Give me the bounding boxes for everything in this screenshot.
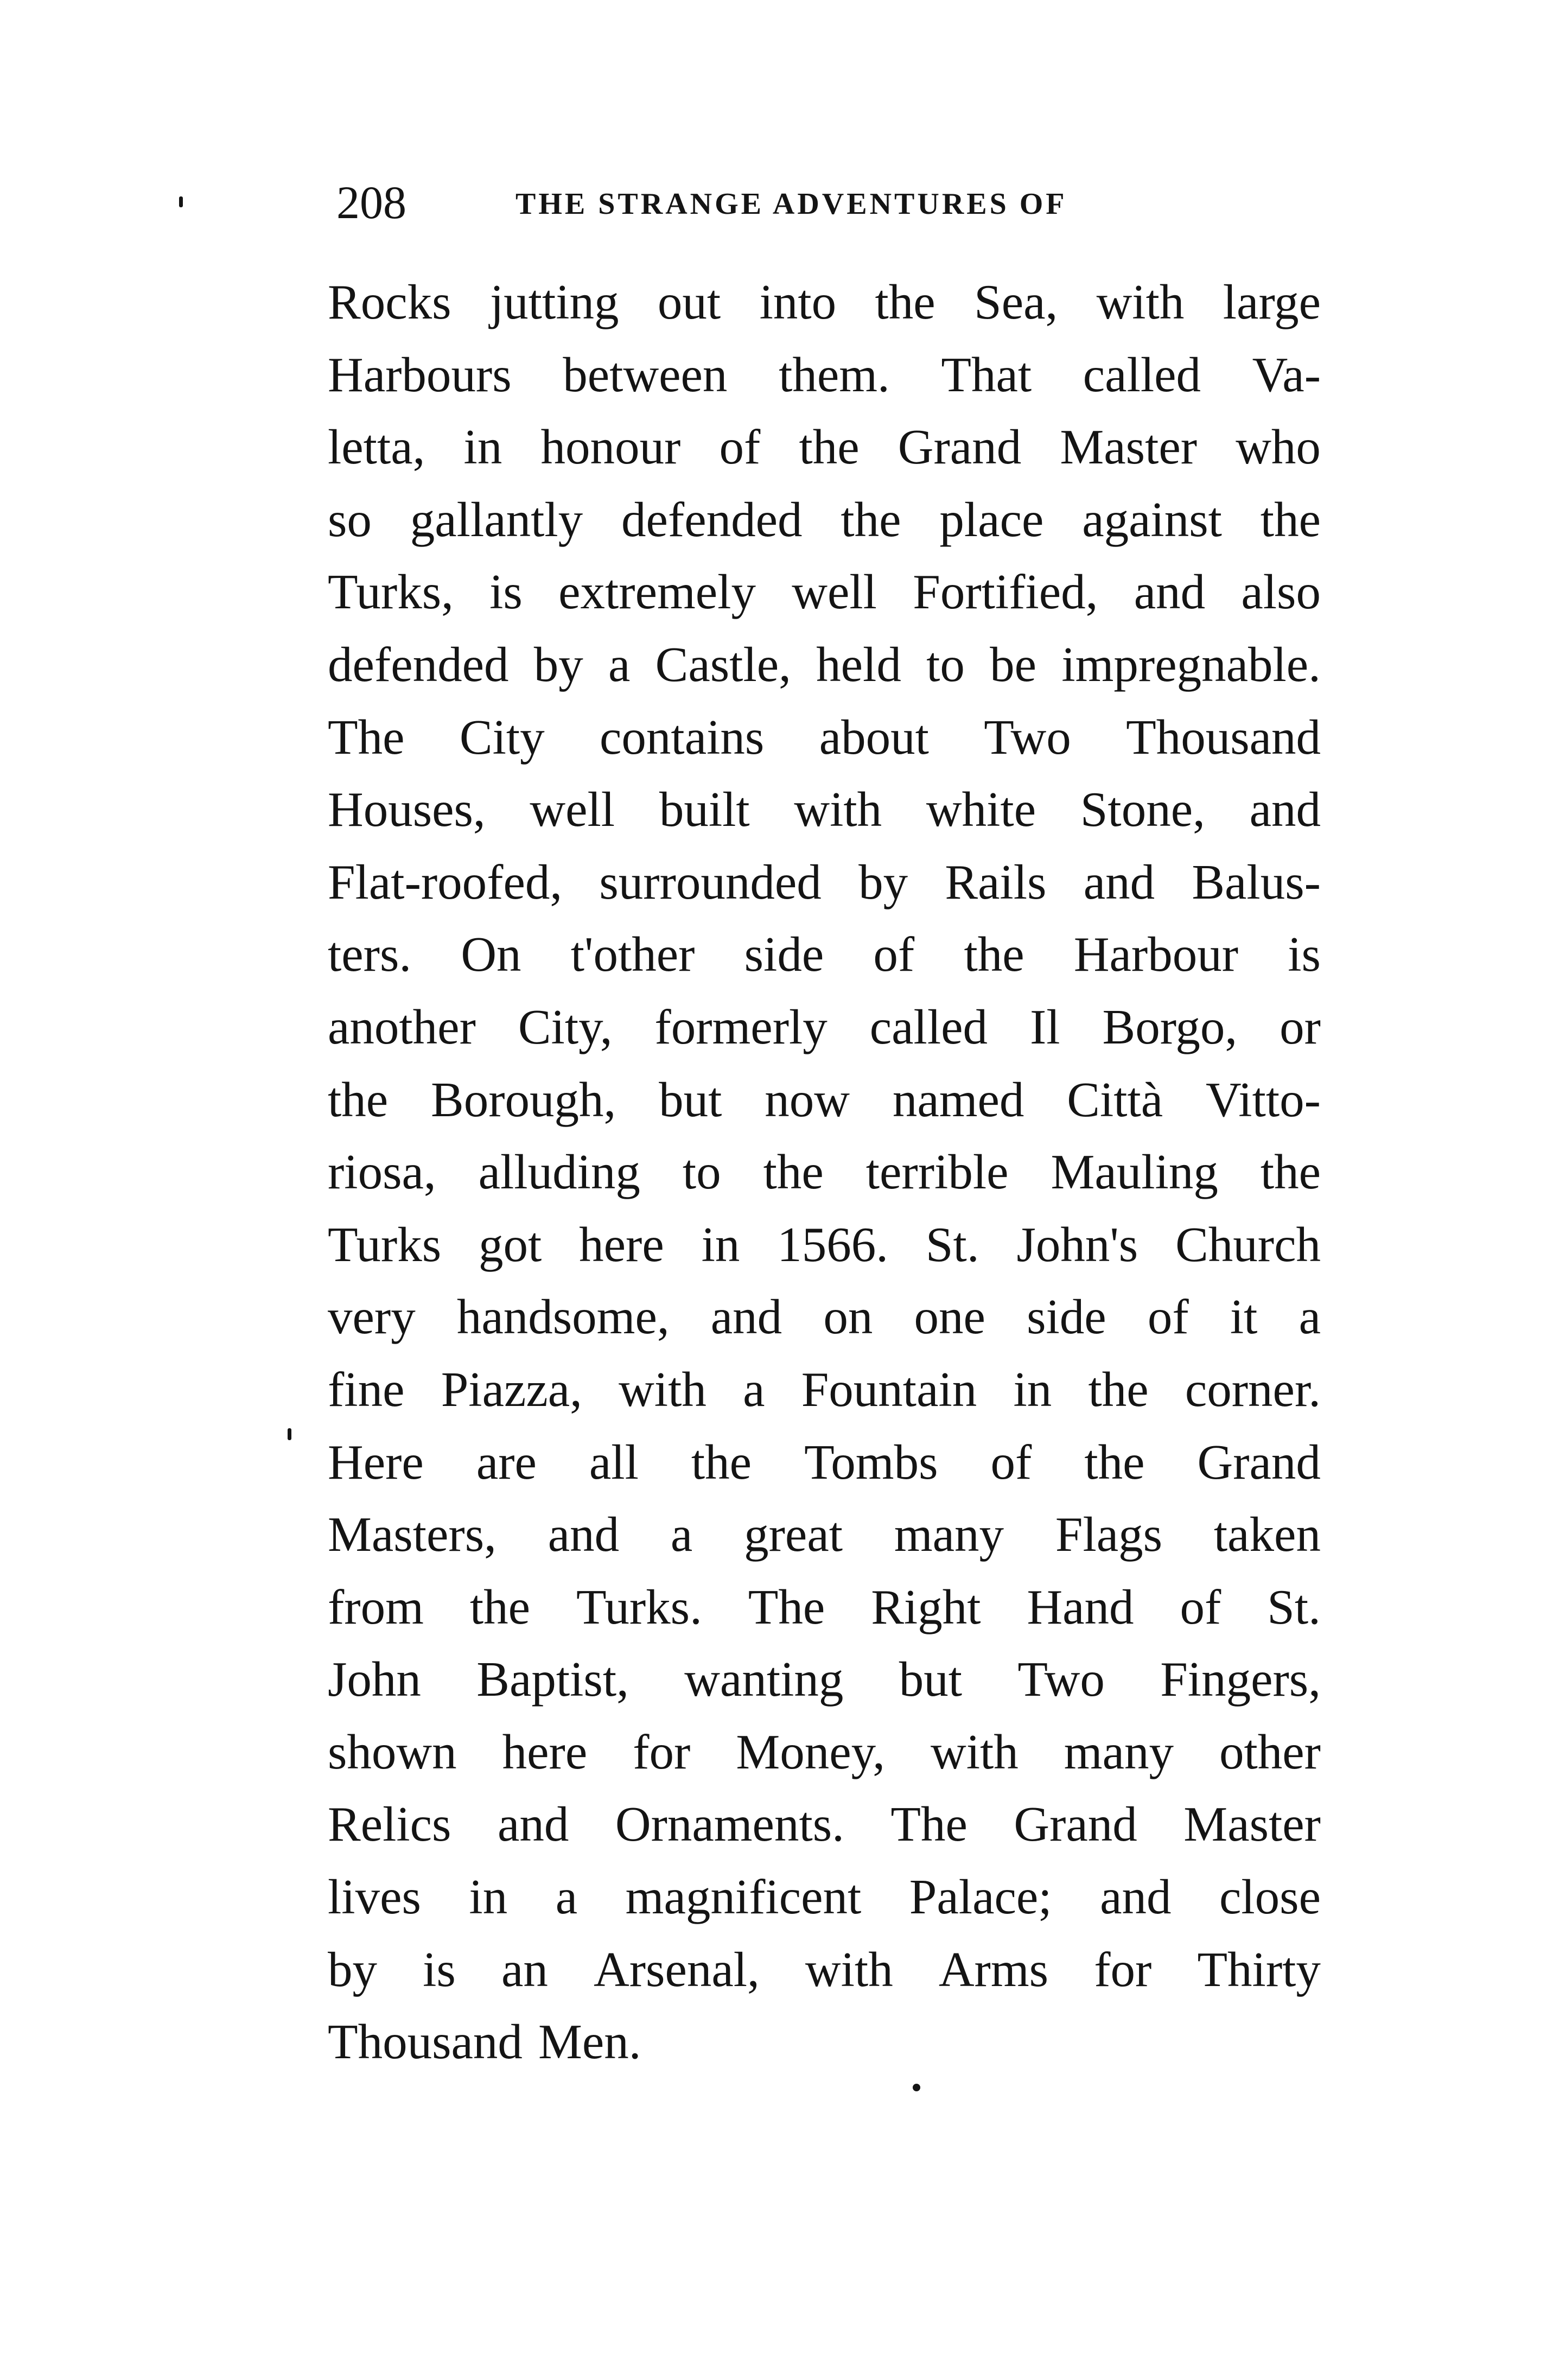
word: who <box>1236 419 1321 475</box>
text-line <box>328 2006 1321 2078</box>
word: St. <box>1267 1579 1321 1634</box>
word: Harbour <box>1073 927 1239 982</box>
word: St. <box>925 1217 979 1272</box>
word: handsome, <box>456 1289 670 1345</box>
word: the <box>469 1579 531 1634</box>
word: The <box>890 1797 968 1852</box>
word: Il <box>1029 999 1060 1054</box>
word: Fingers, <box>1160 1652 1321 1707</box>
word: Fountain <box>801 1361 977 1417</box>
word: place <box>939 492 1044 547</box>
text-line <box>328 1933 1321 2006</box>
text-line <box>328 991 1321 1064</box>
word: very <box>328 1289 416 1345</box>
word: Baptist, <box>476 1652 629 1707</box>
word: side <box>1027 1289 1106 1345</box>
running-title: THE STRANGE ADVENTURES OF <box>515 187 1067 221</box>
text-line <box>328 1353 1321 1426</box>
word: fine <box>328 1361 405 1417</box>
word: surrounded <box>599 854 822 909</box>
word: so <box>328 492 372 547</box>
word: with <box>619 1361 707 1417</box>
word: Grand <box>1014 1797 1137 1852</box>
word: with <box>1096 275 1185 329</box>
ink-speck <box>913 2084 920 2091</box>
word: named <box>892 1072 1024 1127</box>
word: contains <box>600 709 765 765</box>
word: all <box>589 1434 639 1490</box>
text-line <box>328 1788 1321 1861</box>
word: on <box>823 1289 873 1345</box>
word: John <box>328 1652 421 1707</box>
word: Hand <box>1027 1579 1134 1634</box>
word: honour <box>540 419 681 475</box>
text-line <box>328 1643 1321 1716</box>
word: Houses, <box>328 782 486 837</box>
word: an <box>501 1942 548 1997</box>
word: the <box>1088 1361 1149 1417</box>
word: Borgo, <box>1102 999 1238 1054</box>
word: or <box>1280 999 1321 1054</box>
ink-speck <box>288 1428 291 1440</box>
word: Relics <box>328 1797 451 1852</box>
word: the <box>1260 1144 1321 1200</box>
word: against <box>1082 492 1222 547</box>
word: Rails <box>945 854 1047 909</box>
word: called <box>1083 347 1201 402</box>
word: great <box>744 1507 843 1562</box>
word: are <box>476 1434 537 1490</box>
page-number: 208 <box>336 176 406 228</box>
word: another <box>328 999 476 1054</box>
word: in <box>469 1869 508 1925</box>
word: the <box>1084 1434 1145 1490</box>
word: is <box>1288 927 1321 982</box>
text-line <box>328 701 1321 774</box>
word: now <box>765 1072 850 1127</box>
word: Fortified, <box>913 564 1098 620</box>
word: extremely <box>558 564 756 620</box>
word: and <box>710 1289 782 1345</box>
word: That <box>941 347 1032 402</box>
word: and <box>1100 1869 1172 1925</box>
text-line <box>328 266 1321 339</box>
word: here <box>579 1217 664 1272</box>
word: called <box>869 999 988 1054</box>
word: formerly <box>654 999 828 1054</box>
word: and <box>497 1797 569 1852</box>
word: a <box>608 637 631 692</box>
word: riosa, <box>328 1144 436 1200</box>
word: to <box>926 637 965 692</box>
word: Grand <box>898 419 1022 475</box>
text-line <box>328 628 1321 701</box>
word: with <box>931 1724 1019 1779</box>
word: the <box>875 275 935 329</box>
word: Money, <box>736 1724 885 1779</box>
word: the <box>841 492 901 547</box>
word: wanting <box>684 1652 844 1707</box>
word: in <box>701 1217 740 1272</box>
word: of <box>1180 1579 1221 1634</box>
word: and <box>1249 782 1321 837</box>
text-line <box>328 773 1321 846</box>
word: jutting <box>489 275 619 329</box>
word: Mauling <box>1051 1144 1218 1200</box>
text-line <box>328 1208 1321 1281</box>
word: taken <box>1213 1507 1321 1562</box>
word: Stone, <box>1080 782 1205 837</box>
word: the <box>1260 492 1321 547</box>
word: 1566. <box>777 1217 889 1272</box>
word: John's <box>1016 1217 1138 1272</box>
word: here <box>502 1724 588 1779</box>
word: to <box>682 1144 721 1200</box>
word: other <box>1219 1724 1321 1779</box>
word: by <box>858 854 908 909</box>
word: and <box>1083 854 1155 909</box>
word: Two <box>984 709 1071 765</box>
word: Turks <box>328 1217 442 1272</box>
word: On <box>461 927 521 982</box>
word: them. <box>779 347 890 402</box>
word: and <box>548 1507 620 1562</box>
text-line <box>328 339 1321 411</box>
text-line <box>328 1136 1321 1208</box>
word: of <box>719 419 761 475</box>
word: ters. <box>328 927 412 982</box>
text-line <box>328 1281 1321 1353</box>
word: Ornaments. <box>615 1797 844 1852</box>
word: City <box>459 709 545 765</box>
word: Piazza, <box>441 1361 582 1417</box>
word: shown <box>328 1724 457 1779</box>
word: The <box>328 709 405 765</box>
text-line <box>328 483 1321 556</box>
word: from <box>328 1579 424 1634</box>
word: t'other <box>570 927 695 982</box>
word: Church <box>1175 1217 1321 1272</box>
word: corner. <box>1185 1361 1321 1417</box>
word: Thousand <box>328 2014 523 2070</box>
word: built <box>659 782 750 837</box>
word: Va- <box>1252 347 1321 402</box>
word: be <box>990 637 1037 692</box>
word: Turks, <box>328 564 454 620</box>
word: the <box>964 927 1024 982</box>
word: the <box>328 1072 389 1127</box>
word: with <box>794 782 882 837</box>
word: Two <box>1017 1652 1105 1707</box>
word: for <box>1094 1942 1152 1997</box>
word: Sea, <box>974 275 1058 329</box>
word: and <box>1134 564 1206 620</box>
word: gallantly <box>410 492 583 547</box>
body-text <box>328 266 1321 2078</box>
word: of <box>990 1434 1032 1490</box>
text-line <box>328 556 1321 628</box>
word: of <box>1147 1289 1189 1345</box>
word: Thousand <box>1126 709 1321 765</box>
word: Castle, <box>655 637 791 692</box>
word: lives <box>328 1869 421 1925</box>
word: Here <box>328 1434 424 1490</box>
word: side <box>744 927 824 982</box>
word: Master <box>1060 419 1198 475</box>
word: also <box>1241 564 1321 620</box>
word: Borough, <box>431 1072 616 1127</box>
word: Tombs <box>804 1434 938 1490</box>
word: Grand <box>1197 1434 1321 1490</box>
word: but <box>659 1072 722 1127</box>
word: it <box>1230 1289 1258 1345</box>
word: Palace; <box>909 1869 1052 1925</box>
word: impregnable. <box>1061 637 1321 692</box>
word: defended <box>621 492 803 547</box>
ink-speck <box>179 196 183 207</box>
word: Città <box>1067 1072 1163 1127</box>
word: for <box>633 1724 691 1779</box>
word: with <box>805 1942 893 1997</box>
word: the <box>799 419 860 475</box>
word: one <box>914 1289 985 1345</box>
word: about <box>819 709 929 765</box>
word: alluding <box>478 1144 640 1200</box>
word: defended <box>328 637 509 692</box>
text-line <box>328 1064 1321 1136</box>
text-line <box>328 846 1321 919</box>
word: Arms <box>938 1942 1049 1997</box>
word: is <box>489 564 523 620</box>
text-line <box>328 1498 1321 1571</box>
word: well <box>792 564 877 620</box>
text-line <box>328 411 1321 483</box>
word: by <box>533 637 583 692</box>
text-line <box>328 1571 1321 1644</box>
word: between <box>563 347 728 402</box>
word: but <box>899 1652 963 1707</box>
word: Vitto- <box>1206 1072 1321 1127</box>
word: out <box>657 275 721 329</box>
word: Balus- <box>1192 854 1321 909</box>
word: of <box>873 927 915 982</box>
word: large <box>1223 275 1321 329</box>
word: a <box>1299 1289 1321 1345</box>
text-line <box>328 1426 1321 1499</box>
word: Turks. <box>576 1579 702 1634</box>
word: letta, <box>328 419 425 475</box>
text-line <box>328 1861 1321 1933</box>
word: into <box>759 275 837 329</box>
word: in <box>1013 1361 1052 1417</box>
word: held <box>816 637 901 692</box>
word: well <box>530 782 615 837</box>
word: Arsenal, <box>594 1942 760 1997</box>
word: a <box>555 1869 578 1925</box>
word: got <box>478 1217 542 1272</box>
word: many <box>894 1507 1004 1562</box>
word: Thirty <box>1197 1942 1321 1997</box>
word: white <box>926 782 1036 837</box>
word: the <box>691 1434 752 1490</box>
word: is <box>423 1942 456 1997</box>
word: The <box>748 1579 825 1634</box>
word: in <box>463 419 502 475</box>
word: Harbours <box>328 347 512 402</box>
word: a <box>670 1507 693 1562</box>
word: close <box>1219 1869 1321 1925</box>
text-line <box>328 918 1321 991</box>
word: a <box>743 1361 765 1417</box>
running-header <box>336 173 1313 238</box>
word: Master <box>1183 1797 1321 1852</box>
word: magnificent <box>625 1869 862 1925</box>
word: Flags <box>1055 1507 1163 1562</box>
word: by <box>328 1942 377 1997</box>
word: Rocks <box>328 275 451 329</box>
word: terrible <box>865 1144 1009 1200</box>
word: Flat-roofed, <box>328 854 563 909</box>
word: Right <box>871 1579 981 1634</box>
text-line <box>328 1716 1321 1789</box>
word: Men. <box>538 2014 641 2070</box>
word: City, <box>518 999 613 1054</box>
word: many <box>1064 1724 1174 1779</box>
word: the <box>763 1144 824 1200</box>
word: Masters, <box>328 1507 497 1562</box>
